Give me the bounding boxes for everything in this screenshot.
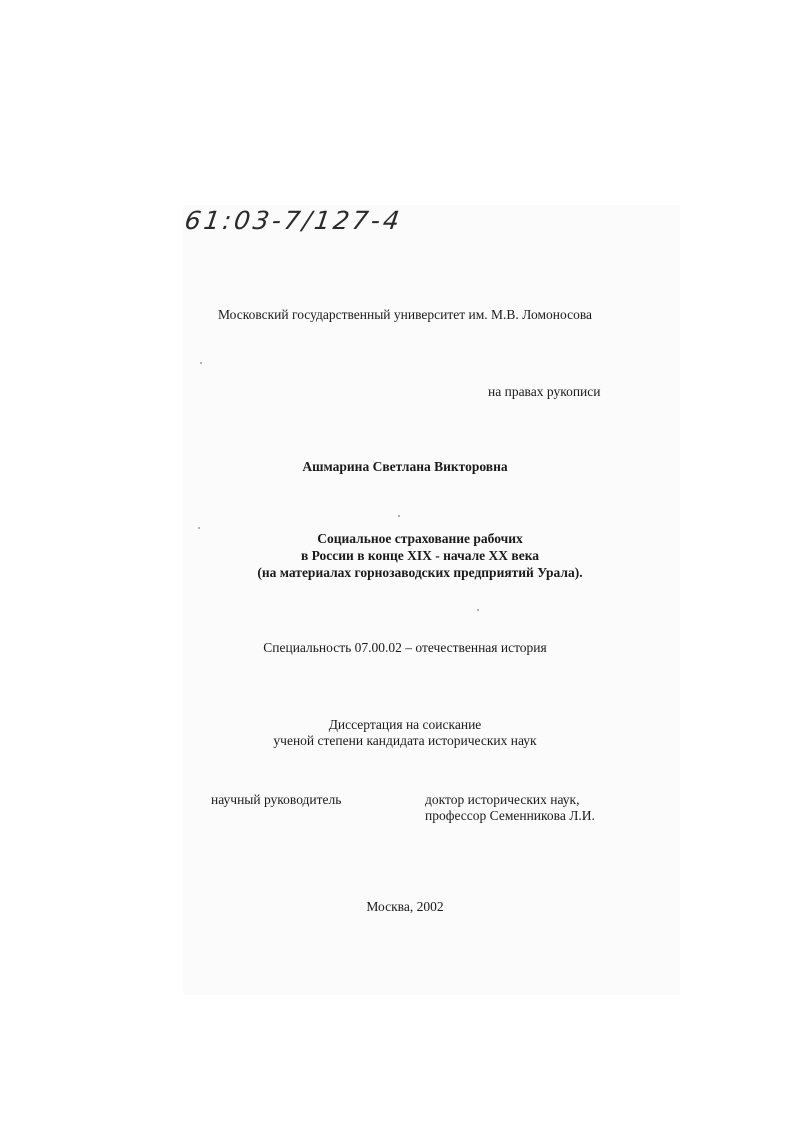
specialty: Специальность 07.00.02 – отечественная история	[263, 640, 547, 655]
advisor-degree: доктор исторических наук,	[425, 792, 580, 807]
place-and-year: Москва, 2002	[366, 899, 444, 914]
advisor-label: научный руководитель	[211, 792, 342, 807]
scan-speck	[398, 515, 400, 517]
title-line-2: в России в конце XIX - начале XX века	[300, 548, 540, 563]
degree-line-1: Диссертация на соискание	[328, 717, 482, 732]
handwritten-call-number: 61:03-7/127-4	[182, 206, 405, 235]
title-line-1: Социальное страхование рабочих	[317, 531, 523, 546]
author-name: Ашмарина Светлана Викторовна	[302, 459, 508, 474]
university-name: Московский государственный университет им. М.В. Ломоносова	[217, 307, 593, 322]
degree-line-2: ученой степени кандидата исторических наук	[273, 733, 537, 748]
title-line-3: (на материалах горнозаводских предприятий Урала).	[257, 565, 583, 580]
scanned-page-area	[183, 205, 680, 995]
advisor-name: профессор Семенникова Л.И.	[425, 808, 595, 823]
scan-speck	[198, 527, 200, 529]
scan-speck	[477, 609, 479, 611]
scan-speck	[200, 362, 202, 364]
manuscript-rights-note: на правах рукописи	[488, 384, 601, 399]
